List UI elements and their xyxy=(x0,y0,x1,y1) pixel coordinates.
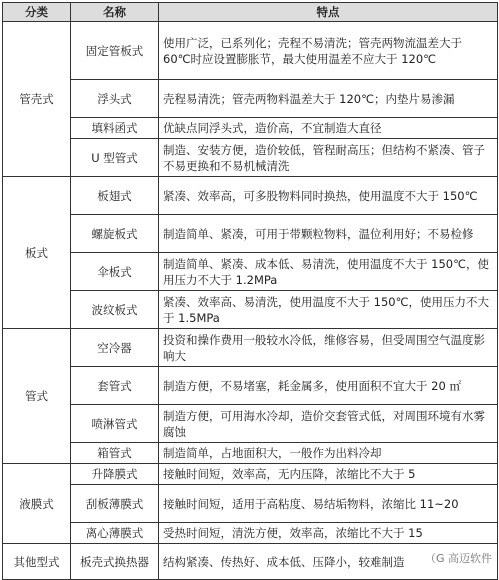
table-row xyxy=(3,405,498,443)
table-row xyxy=(3,329,498,367)
header-category: 分类 xyxy=(3,3,71,22)
table-row xyxy=(3,177,498,215)
header-row xyxy=(3,3,498,22)
name-cell: 螺旋板式 xyxy=(71,215,159,253)
table-row xyxy=(3,367,498,405)
feature-cell: 受热时间短，清洗方便，效率高，浓缩比不大于 15 xyxy=(159,523,498,544)
feature-cell: 制造简单、紧凑、成本低、易清洗，使用温度不大于 150℃，使用压力不大于 1.2MPa xyxy=(159,253,498,291)
category-cell: 板式 xyxy=(3,177,71,329)
feature-cell: 使用广泛，已系列化；壳程不易清洗；管壳两物流温差大于 60℃时应设置膨胀节，最大使用温差不应大于 120℃ xyxy=(159,22,498,80)
table-row xyxy=(3,464,498,485)
name-cell: 固定管板式 xyxy=(71,22,159,80)
name-cell: 浮头式 xyxy=(71,80,159,118)
name-cell: 板翅式 xyxy=(71,177,159,215)
feature-cell: 结构紧凑、传热好、成本低、压降小，较难制造 xyxy=(159,544,498,580)
name-cell: 空冷器 xyxy=(71,329,159,367)
feature-cell: 制造、安装方便，造价较低，管程耐高压；但结构不紧凑、管子不易更换和不易机械清洗 xyxy=(159,139,498,177)
feature-cell: 制造方便，可用海水冷却，造价交套管式低，对周围环境有水雾腐蚀 xyxy=(159,405,498,443)
name-cell: 填料函式 xyxy=(71,118,159,139)
table-row xyxy=(3,485,498,523)
name-cell: 套管式 xyxy=(71,367,159,405)
name-cell: 箱管式 xyxy=(71,443,159,464)
feature-cell: 接触时间短，效率高，无内压降，浓缩比不大于 5 xyxy=(159,464,498,485)
table-row xyxy=(3,523,498,544)
category-cell: 其他型式 xyxy=(3,544,71,580)
feature-cell: 投资和操作费用一般较水冷低，维修容易，但受周围空气温度影响大 xyxy=(159,329,498,367)
feature-cell: 紧凑、效率高，可多股物料同时换热，使用温度不大于 150℃ xyxy=(159,177,498,215)
feature-cell: 优缺点同浮头式，造价高，不宜制造大直径 xyxy=(159,118,498,139)
name-cell: 刮板薄膜式 xyxy=(71,485,159,523)
table-row xyxy=(3,139,498,177)
name-cell: 喷淋管式 xyxy=(71,405,159,443)
name-cell: 升降膜式 xyxy=(71,464,159,485)
watermark-logo: （G 高迈软件 xyxy=(422,549,495,567)
feature-cell: 制造简单，占地面积大，一般作为出料冷却 xyxy=(159,443,498,464)
name-cell: 离心薄膜式 xyxy=(71,523,159,544)
feature-cell: 制造方便，不易堵塞，耗金属多，使用面积不宜大于 20 ㎡ xyxy=(159,367,498,405)
name-cell: 板壳式换热器 xyxy=(71,544,159,580)
header-feature: 特点 xyxy=(159,3,498,22)
feature-cell: 接触时间短，适用于高粘度、易结垢物料，浓缩比 11~20 xyxy=(159,485,498,523)
name-cell: 伞板式 xyxy=(71,253,159,291)
category-cell: 液膜式 xyxy=(3,464,71,544)
table-row xyxy=(3,215,498,253)
category-cell: 管壳式 xyxy=(3,22,71,177)
table-row xyxy=(3,80,498,118)
feature-cell: 制造简单、紧凑，可用于带颗粒物料，温位利用好；不易检修 xyxy=(159,215,498,253)
feature-cell: 紧凑、效率高、易清洗，使用温度不大于 150℃，使用压力不大于 1.5MPa xyxy=(159,291,498,329)
table-row xyxy=(3,22,498,80)
name-cell: 波纹板式 xyxy=(71,291,159,329)
table-row xyxy=(3,118,498,139)
table-row xyxy=(3,291,498,329)
feature-cell: 壳程易清洗；管壳两物料温差大于 120℃；内垫片易渗漏 xyxy=(159,80,498,118)
header-name: 名称 xyxy=(71,3,159,22)
heat-exchanger-table xyxy=(2,2,498,580)
table-row xyxy=(3,253,498,291)
table-row xyxy=(3,443,498,464)
name-cell: U 型管式 xyxy=(71,139,159,177)
category-cell: 管式 xyxy=(3,329,71,464)
